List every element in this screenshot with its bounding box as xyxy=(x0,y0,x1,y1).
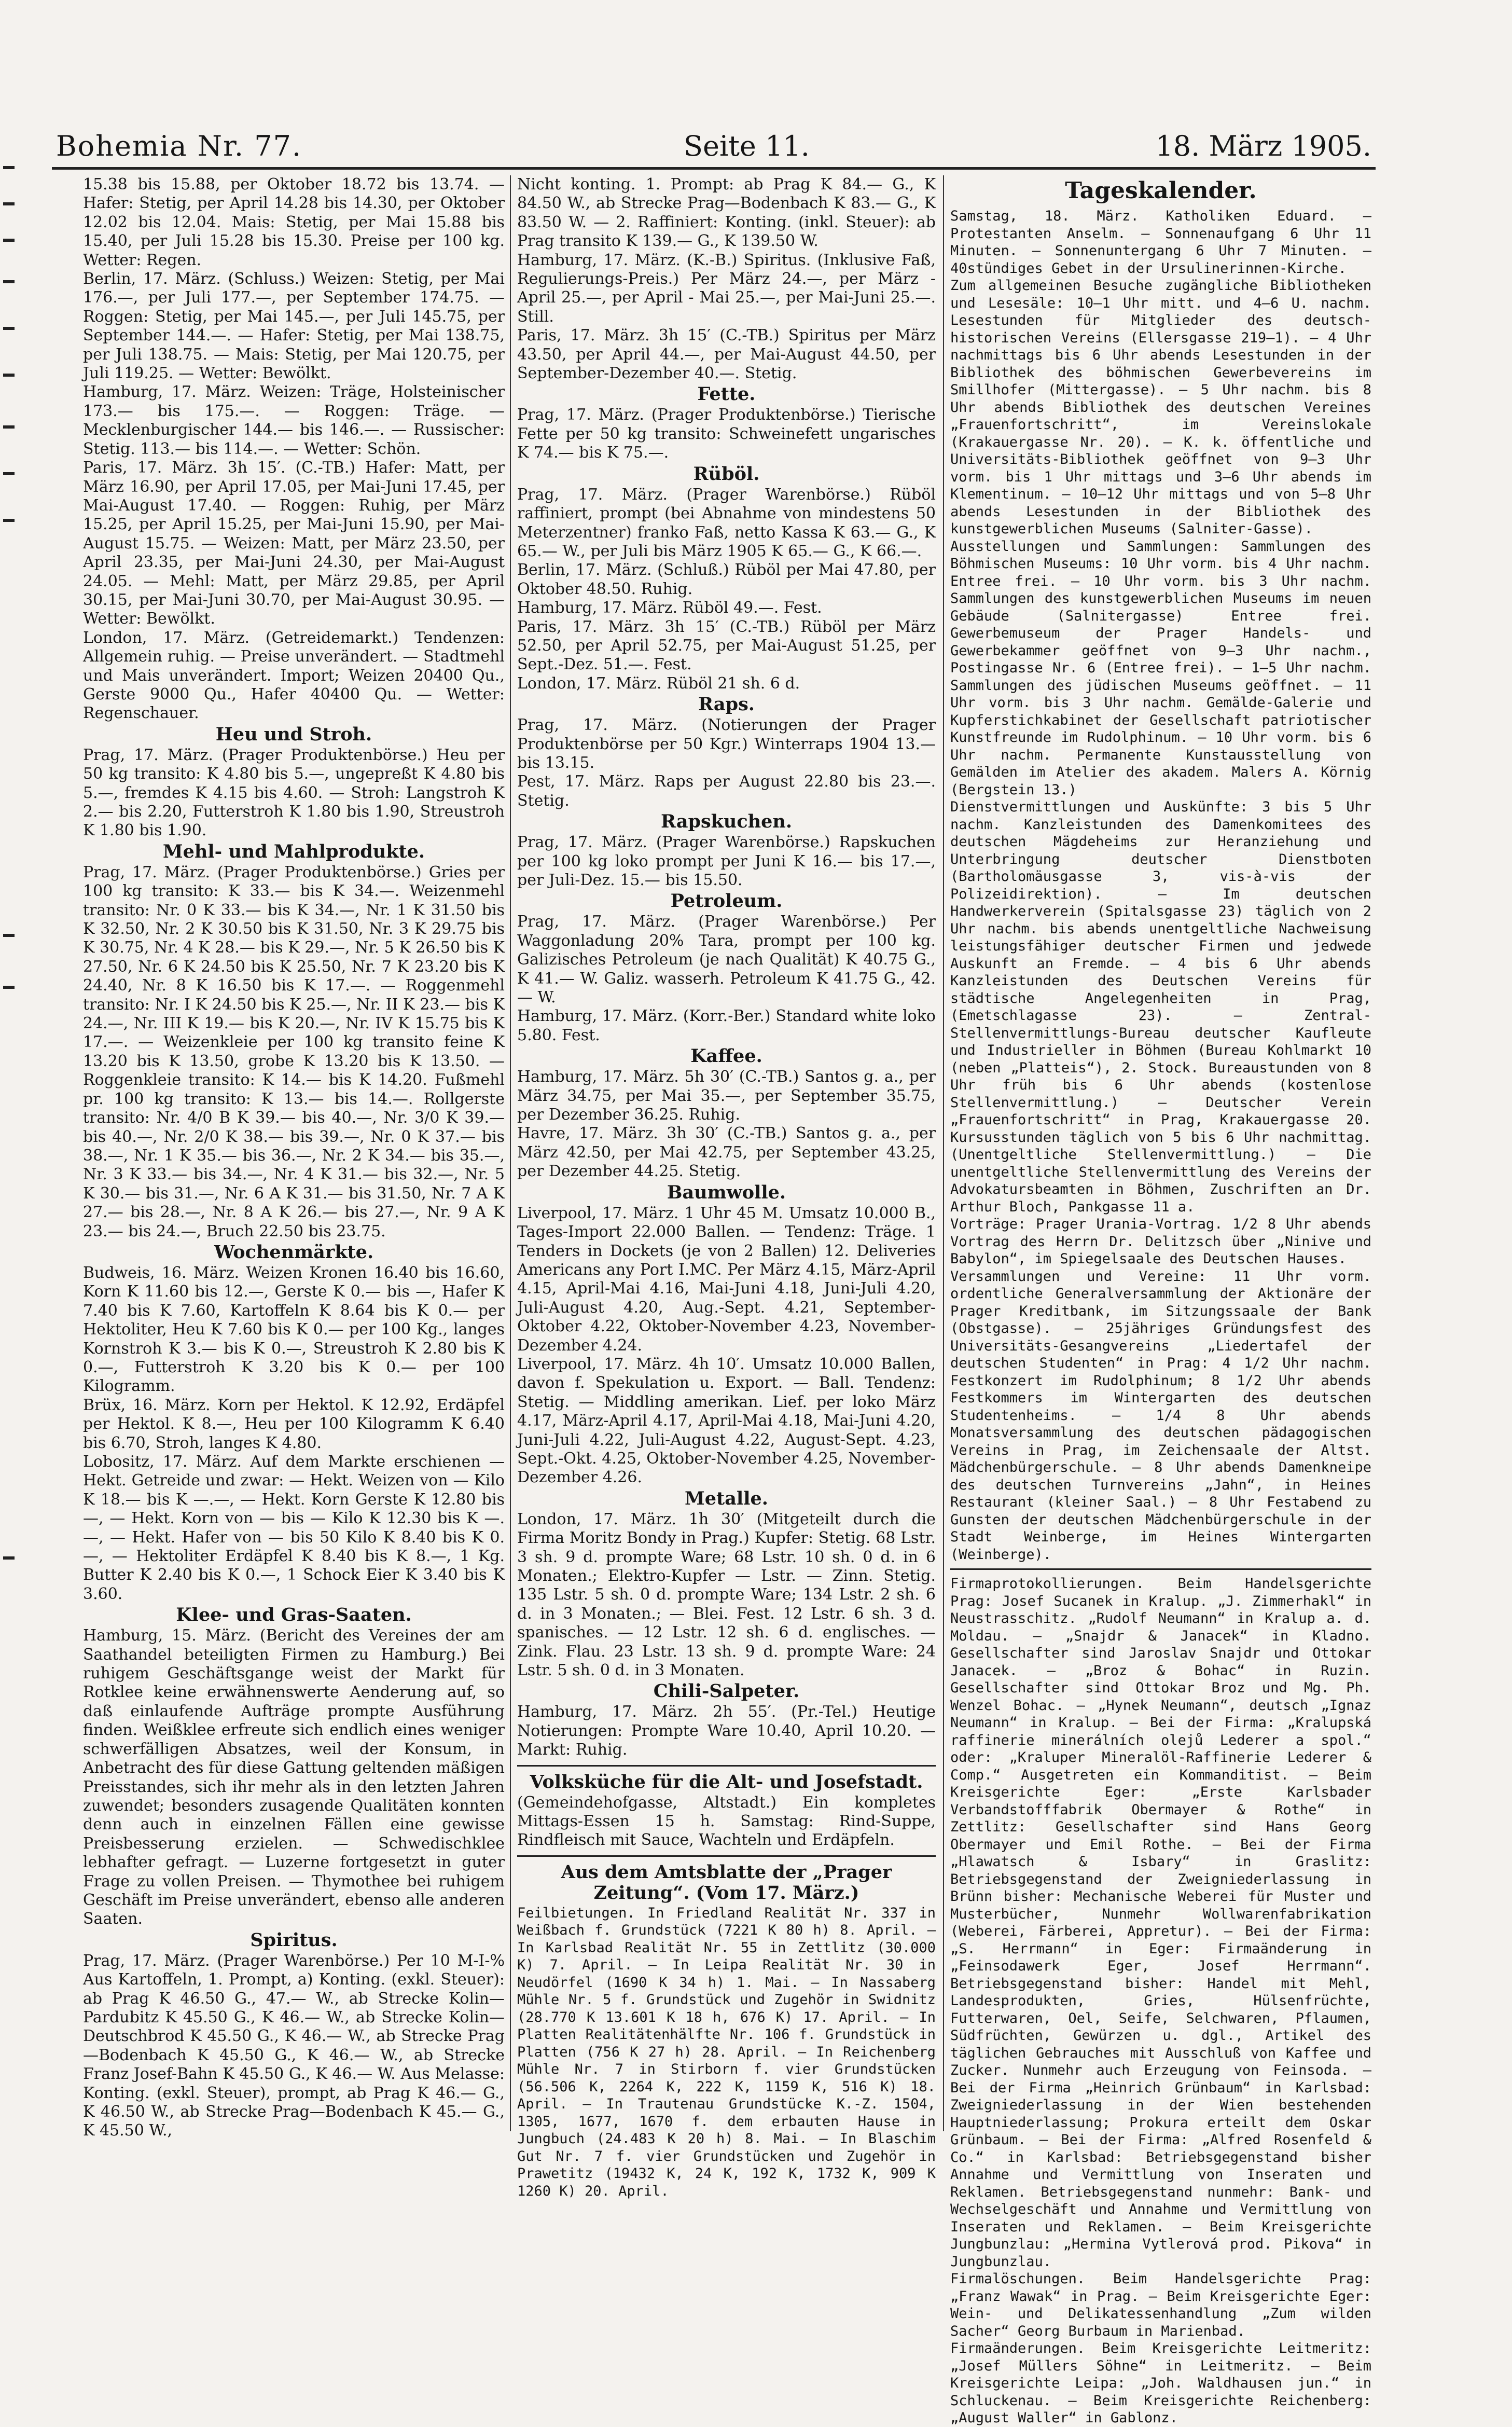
report-paragraph: (Gemeindehofgasse, Altstadt.) Ein kompletes Mittags-Essen 15 h. Samstag: Rind-Suppe, Rindfleisch mit Sauce, Wachteln und Erdäpfeln. xyxy=(517,1793,936,1850)
section-heading: Volksküche für die Alt- und Josefstadt. xyxy=(530,1771,923,1792)
notice-paragraph: Samstag, 18. März. Katholiken Eduard. — Protestanten Anselm. — Sonnenaufgang 6 Uhr 11 Minuten. — Sonnenuntergang 6 Uhr 7 Minuten. — 40stündiges Gebet in der Ursulinerinnen-Kirche. xyxy=(950,208,1371,277)
report-paragraph: London, 17. März. (Getreidemarkt.) Tendenzen: Allgemein ruhig. — Preise unverändert. — Stadtmehl und Mais unverändert. Import; Weizen 20400 Qu., Gerste 9000 Qu., Hafer 40400 Qu. — Wetter: Regenschauer. xyxy=(83,628,505,723)
page-edge-binding-marks xyxy=(0,156,21,1816)
section-heading: Aus dem Amtsblatte der „Prager Zeitung“. (Vom 17. März.) xyxy=(561,1861,892,1904)
calendar-title: Tageskalender. xyxy=(1065,177,1257,204)
report-paragraph: Budweis, 16. März. Weizen Kronen 16.40 bis 16.60, Korn K 11.60 bis 12.—, Gerste K 0.— bis —, Hafer K 7.40 bis K 7.60, Kartoffeln K 8.64 bis K 0.— per Hektoliter, Heu K 7.60 bis K 0.— per 100 Kg., langes Kornstroh K 3.— bis K 0.—, Streustroh K 2.80 bis K 0.—, Futterstroh K 3.20 bis K 0.— per 100 Kilogramm. xyxy=(83,1263,505,1396)
section-heading: Fette. xyxy=(697,383,756,405)
section-heading: Rapskuchen. xyxy=(660,811,793,833)
report-paragraph: London, 17. März. Rüböl 21 sh. 6 d. xyxy=(517,674,800,693)
report-paragraph: Hamburg, 17. März. Rüböl 49.—. Fest. xyxy=(517,599,822,617)
report-paragraph: Berlin, 17. März. (Schluss.) Weizen: Stetig, per Mai 176.—, per Juli 177.—, per September 174.75. — Roggen: Stetig, per Mai 145.—, per Juli 145.75, per September 144.—. — Hafer: Stetig, per Mai 138.75, per Juli 138.75. — Mais: Stetig, per Mai 120.75, per Juli 119.25. — Wetter: Bewölkt. xyxy=(83,270,505,383)
notice-paragraph: Feilbietungen. In Friedland Realität Nr. 337 in Weißbach f. Grundstück (7221 K 80 h) 8. April. — In Karlsbad Realität Nr. 55 in Zettlitz (30.000 K) 7. April. — In Leipa Realität Nr. 30 in Neudörfel (1690 K 34 h) 1. Mai. — In Nassaberg Mühle Nr. 5 f. Grundstück und Zugehör in Swidnitz (28.770 K 13.601 K 18 h, 676 K) 17. April. — In Platten Realitätenhälfte Nr. 106 f. Grundstück in Platten (756 K 27 h) 28. April. — In Reichenberg Mühle Nr. 7 in Stirborn f. vier Grundstücken (56.506 K, 2264 K, 222 K, 1159 K, 516 K) 18. April. — In Trautenau Grundstücke K.-Z. 1504, 1305, 1677, 1670 f. dem erbauten Hause in Jungbuch (24.483 K 20 h) 8. Mai. — In Blaschim Gut Nr. 7 f. vier Grundstücken und Zugehör in Prawetitz (19432 K, 24 K, 192 K, 1732 K, 909 K 1260 K) 20. April. xyxy=(517,1905,936,2199)
report-paragraph: Lobositz, 17. März. Auf dem Markte erschienen — Hekt. Getreide und zwar: — Hekt. Weizen von — Kilo K 18.— bis K —.—, — Hekt. Korn Gerste K 12.80 bis —, — Hekt. Korn von — bis — Kilo K 12.30 bis K —.—, — Hekt. Hafer von — bis 50 Kilo K 8.40 bis K 0.—, — Hektoliter Erdäpfel K 8.40 bis K 8.—, 1 Kg. Butter K 2.40 bis K 0.—, 1 Schock Eier K 3.40 bis K 3.60. xyxy=(83,1453,505,1603)
report-paragraph: Prag, 17. März. (Prager Produktenbörse.) Heu per 50 kg transito: K 4.80 bis 5.—, ungepreßt K 4.80 bis 5.—, fremdes K 4.15 bis 4.60. — Stroh: Langstroh K 2.— bis 2.20, Futterstroh K 1.80 bis 1.90, Streustroh K 1.80 bis 1.90. xyxy=(83,746,505,840)
section-heading: Mehl- und Mahlprodukte. xyxy=(162,840,425,862)
section-heading: Klee- und Gras-Saaten. xyxy=(176,1604,412,1626)
report-paragraph: Paris, 17. März. 3h 15′ (C.-TB.) Spiritus per März 43.50, per April 44.—, per Mai-August 44.50, per September-Dezember 40.—. Stetig. xyxy=(517,326,936,383)
report-paragraph: Pest, 17. März. Raps per August 22.80 bis 23.—. Stetig. xyxy=(517,773,936,810)
newspaper-name-issue: Bohemia Nr. 77. xyxy=(56,130,302,162)
report-paragraph: Hamburg, 17. März. (Korr.-Ber.) Standard white loko 5.80. Fest. xyxy=(517,1007,936,1044)
report-paragraph: Hamburg, 17. März. 5h 30′ (C.-TB.) Santos g. a., per März 34.75, per Mai 35.—, per September 35.75, per Dezember 36.25. Ruhig. xyxy=(517,1068,936,1124)
page-date: 18. März 1905. xyxy=(1155,130,1371,162)
report-paragraph: Liverpool, 17. März. 1 Uhr 45 M. Umsatz 10.000 B., Tages-Import 22.000 Ballen. — Tendenz: Träge. 1 Tenders in Dockets (je von 2 Ballen) 12. Deliveries Americans any Port I.MC. Per März 4.15, März-April 4.15, April-Mai 4.16, Mai-Juni 4.18, Juni-Juli 4.20, Juli-August 4.20, Aug.-Sept. 4.21, September-Oktober 4.22, Oktober-November 4.23, November-Dezember 4.24. xyxy=(517,1204,936,1355)
notice-paragraph: Versammlungen und Vereine: 11 Uhr vorm. ordentliche Generalversammlung der Aktionäre der Prager Kreditbank, im Sitzungssaale der Bank (Obstgasse). — 25jähriges Gründungsfest des Universitäts-Gesangvereins „Liedertafel der deutschen Studenten“ in Prag: 4 1/2 Uhr nachm. Festkonzert im Rudolphinum; 8 1/2 Uhr abends Festkommers im Wintergarten des deutschen Studentenheims. — 1/4 8 Uhr abends Monatsversammlung des deutschen pädagogischen Vereins in Prag, im Zeichensaale der Altst. Mädchenbürgerschule. — 8 Uhr abends Damenkneipe des deutschen Turnvereins „Jahn“, in Heines Restaurant (kleiner Saal.) — 8 Uhr Festabend zu Gunsten der deutschen Mädchenbürgerschule in der Stadt Weinberge, im Heines Wintergarten (Weinberge). xyxy=(950,1268,1371,1563)
notice-paragraph: Dienstvermittlungen und Auskünfte: 3 bis 5 Uhr nachm. Kanzleistunden des Damenkomitees des deutschen Mägdeheims zur Heranziehung und Unterbringung deutscher Dienstboten (Bartholomäusgasse 3, vis-à-vis der Polizeidirektion). — Im deutschen Handwerkerverein (Spitalsgasse 23) täglich von 2 Uhr nachm. bis abends unentgeltliche Nachweisung leistungsfähiger deutscher Firmen und jedwede Auskunft an Fremde. — 4 bis 6 Uhr abends Kanzleistunden des Deutschen Vereins für städtische Angelegenheiten in Prag, (Emetschlagasse 23). — Zentral-Stellenvermittlungs-Bureau deutscher Kaufleute und Industrieller in Böhmen (Bureau Kohlmarkt 10 (neben „Platteis“), 2. Stock. Bureaustunden von 8 Uhr früh bis 6 Uhr abends (kostenlose Stellenvermittlung.) — Deutscher Verein „Frauenfortschritt“ in Prag, Krakauergasse 20. Kursusstunden täglich von 5 bis 6 Uhr nachmittag. (Unentgeltliche Stellenvermittlung.) — Die unentgeltliche Stellenvermittlung des Vereins der Advokatursbeamten in Böhmen, Zuschriften an Dr. Arthur Bloch, Pankgasse 11 a. xyxy=(950,799,1371,1215)
report-paragraph: Prag, 17. März. (Notierungen der Prager Produktenbörse per 50 Kgr.) Winterraps 1904 13.— bis 13.15. xyxy=(517,716,936,772)
report-paragraph: Hamburg, 17. März. Weizen: Träge, Holsteinischer 173.— bis 175.—. — Roggen: Träge. — Mecklenburgischer 144.— bis 146.—. — Russischer: Stetig. 113.— bis 114.—. — Wetter: Schön. xyxy=(83,383,505,458)
report-paragraph: Nicht konting. 1. Prompt: ab Prag K 84.— G., K 84.50 W., ab Strecke Prag—Bodenbach K 83.— G., K 83.50 W. — 2. Raffiniert: Konting. (inkl. Steuer): ab Prag transito K 139.— G., K 139.50 W. xyxy=(517,175,936,251)
report-paragraph: London, 17. März. 1h 30′ (Mitgeteilt durch die Firma Moritz Bondy in Prag.) Kupfer: Stetig. 68 Lstr. 3 sh. 9 d. prompte Ware; 68 Lstr. 10 sh. 0 d. in 6 Monaten.; Elektro-Kupfer — Lstr. — Zinn. Stetig. 135 Lstr. 5 sh. 0 d. prompte Ware; 134 Lstr. 2 sh. 6 d. in 3 Monaten.; — Blei. Fest. 12 Lstr. 6 sh. 3 d. spanisches. — 12 Lstr. 12 sh. 6 d. englisches. — Zink. Flau. 23 Lstr. 13 sh. 9 d. prompte Ware: 24 Lstr. 5 sh. 0 d. in 3 Monaten. xyxy=(517,1510,936,1680)
notice-paragraph: Firmaprotokollierungen. Beim Handelsgerichte Prag: Josef Sucanek in Kralup. „J. Zimmerhakl“ in Neustrasschitz. „Rudolf Neumann“ in Kralup a. d. Moldau. — „Snajdr & Janacek“ in Kladno. Gesellschafter sind Jaroslav Snajdr und Ottokar Janacek. — „Broz & Bohac“ in Ruzin. Gesellschafter sind Ottokar Broz und Mg. Ph. Wenzel Bohac. — „Hynek Neumann“, deutsch „Ignaz Neumann“ in Kralup. — Bei der Firma: „Kralupská raffinerie minerálních olejů Lederer a spol.“ oder: „Kraluper Mineralöl-Raffinerie Lederer & Comp.“ Ausgetreten ein Kommanditist. — Beim Kreisgerichte Eger: „Erste Karlsbader Verbandstofffabrik Obermayer & Rothe“ in Zettlitz: Gesellschafter sind Hans Georg Obermayer und Emil Rothe. — Bei der Firma „Hlawatsch & Isbary“ in Graslitz: Betriebsgegenstand der Zweigniederlassung in Brünn bisher: Mechanische Weberei für Muster und Musterbücher, Nunmehr Wollwarenfabrikation (Weberei, Färberei, Appretur). — Bei der Firma: „S. Herrmann“ in Eger: Firmaänderung in „Feinsodawerk Eger, Josef Herrmann“. Betriebsgegenstand bisher: Handel mit Mehl, Landesprodukten, Gries, Hülsenfrüchte, Futterwaren, Oel, Seife, Selchwaren, Pflaumen, Südfrüchten, Gewürzen u. dgl., Artikel des täglichen Gebrauches mit Ausschluß von Kaffee und Zucker. Nunmehr auch Erzeugung von Feinsoda. — Bei der Firma „Heinrich Grünbaum“ in Karlsbad: Zweigniederlassung in der Wien bestehenden Hauptniederlassung; Prokura erteilt dem Oskar Grünbaum. — Bei der Firma: „Alfred Rosenfeld & Co.“ in Karlsbad: Betriebsgegenstand bisher Annahme und Vermittlung von Inseraten und Reklamen. Betriebsgegenstand nunmehr: Bank- und Wechselgeschäft und Annahme und Vermittlung von Inseraten und Reklamen. — Beim Kreisgerichte Jungbunzlau: „Hermina Vytlerová prod. Pikova“ in Jungbunzlau. xyxy=(950,1576,1371,2270)
section-heading: Baumwolle. xyxy=(667,1181,786,1203)
report-paragraph: Prag, 17. März. (Prager Produktenbörse.) Gries per 100 kg transito: K 33.— bis K 34.—. Weizenmehl transito: Nr. 0 K 33.— bis K 34.—, Nr. 1 K 31.50 bis K 32.50, Nr. 2 K 30.50 bis K 31.50, Nr. 3 K 29.75 bis K 30.75, Nr. 4 K 28.— bis K 29.—, Nr. 5 K 26.50 bis K 27.50, Nr. 6 K 24.50 bis K 25.50, Nr. 7 K 23.20 bis K 24.40, Nr. 8 K 16.50 bis K 17.—. — Roggenmehl transito: Nr. I K 24.50 bis K 25.—, Nr. II K 23.— bis K 24.—, Nr. III K 19.— bis K 20.—, Nr. IV K 15.75 bis K 17.—. — Weizenkleie per 100 kg transito feine K 13.20 bis K 13.50, grobe K 13.20 bis K 13.50. — Roggenkleie transito: K 14.— bis K 14.20. Fußmehl pr. 100 kg transito: K 13.— bis 14.—. Rollgerste transito: Nr. 4/0 B K 39.— bis 40.—, Nr. 3/0 K 39.— bis 40.—, Nr. 2/0 K 38.— bis 39.—, Nr. 0 K 37.— bis 38.—, Nr. 1 K 35.— bis 36.—, Nr. 2 K 34.— bis 35.—, Nr. 3 K 33.— bis 34.—, Nr. 4 K 31.— bis 32.—, Nr. 5 K 30.— bis 31.—, Nr. 6 A K 31.— bis 31.50, Nr. 7 A K 27.— bis 28.—, Nr. 8 A K 26.— bis 27.—, Nr. 9 A K 23.— bis 24.—, Bruch 22.50 bis 23.75. xyxy=(83,863,505,1240)
section-heading: Kaffee. xyxy=(690,1045,762,1067)
report-paragraph: Hamburg, 17. März. (K.-B.) Spiritus. (Inklusive Faß, Regulierungs-Preis.) Per März 24.—, per März - April 25.—, per April - Mai 25.—, per Mai-Juni 25.—. Still. xyxy=(517,251,936,326)
report-paragraph: Hamburg, 15. März. (Bericht des Vereines der am Saathandel beteiligten Firmen zu Hamburg.) Bei ruhigem Geschäftsgange weist der Markt für Rotklee keine erwähnenswerte Aenderung auf, so daß einlaufende Aufträge prompte Ausführung finden. Weißklee erfreute sich endlich eines weniger schwerfälligen Absatzes, weil der Konsum, in Anbetracht des für diese Gattung geltenden mäßigen Preisstandes, sich ihr mehr als in den letzten Jahren zuwendet; besonders zusagende Qualitäten konnten denn auch in einzelnen Fällen eine gewisse Preisbesserung erzielen. — Schwedischklee lebhafter gefragt. — Luzerne fortgesetzt in guter Frage zu vollen Preisen. — Thymothee bei ruhigem Geschäft im Preise unverändert, ebenso alle anderen Saaten. xyxy=(83,1626,505,1928)
section-heading: Raps. xyxy=(698,694,755,715)
section-heading: Rüböl. xyxy=(693,463,760,485)
report-paragraph: Paris, 17. März. 3h 15′. (C.-TB.) Hafer: Matt, per März 16.90, per April 17.05, per Mai-Juni 17.45, per Mai-August 17.40. — Roggen: Ruhig, per März 15.25, per April 15.25, per Mai-Juni 15.90, per Mai-August 15.75. — Weizen: Matt, per März 23.50, per April 23.35, per Mai-Juni 24.30, per Mai-August 24.05. — Mehl: Matt, per März 29.85, per April 30.15, per Mai-Juni 30.70, per Mai-August 30.95. — Wetter: Bewölkt. xyxy=(83,459,505,628)
section-heading: Spiritus. xyxy=(250,1929,338,1951)
report-paragraph: Havre, 17. März. 3h 30′ (C.-TB.) Santos g. a., per März 42.50, per Mai 42.75, per September 43.25, per Dezember 44.25. Stetig. xyxy=(517,1124,936,1181)
header-rule xyxy=(52,167,1376,170)
report-paragraph: Prag, 17. März. (Prager Produktenbörse.) Tierische Fette per 50 kg transito: Schweinefett ungarisches K 74.— bis K 75.—. xyxy=(517,406,936,462)
report-paragraph: Prag, 17. März. (Prager Warenbörse.) Per Waggonladung 20% Tara, prompt per 100 kg. Galizisches Petroleum (je nach Qualität) K 40.75 G., K 41.— W. Galiz. wasserh. Petroleum K 41.75 G., 42.— W. xyxy=(517,913,936,1007)
report-paragraph: Brüx, 16. März. Korn per Hektol. K 12.92, Erdäpfel per Hektol. K 8.—, Heu per 100 Kilogramm K 6.40 bis 6.70, Stroh, langes K 4.80. xyxy=(83,1396,505,1452)
page-number: Seite 11. xyxy=(684,130,810,162)
section-heading: Wochenmärkte. xyxy=(214,1241,374,1263)
section-heading: Chili-Salpeter. xyxy=(653,1680,800,1702)
notice-paragraph: Firmalöschungen. Beim Handelsgerichte Prag: „Franz Wawak“ in Prag. — Beim Kreisgerichte Eger: Wein- und Delikatessenhandlung „Zum wilden Sacher“ Georg Burbaum in Marienbad. xyxy=(950,2271,1371,2339)
section-heading: Petroleum. xyxy=(670,890,783,912)
section-rule xyxy=(517,1765,936,1767)
column-market-reports xyxy=(83,175,505,2140)
report-paragraph: Liverpool, 17. März. 4h 10′. Umsatz 10.000 Ballen, davon f. Spekulation u. Export. — Ball. Tendenz: Stetig. — Middling amerikan. Lief. per loko März 4.17, März-April 4.17, April-Mai 4.18, Mai-Juni 4.20, Juni-Juli 4.22, Juli-August 4.22, August-Sept. 4.23, Sept.-Okt. 4.25, Oktober-November 4.25, November-Dezember 4.26. xyxy=(517,1355,936,1487)
section-heading: Heu und Stroh. xyxy=(215,723,372,745)
column-commodity-reports xyxy=(517,175,936,2199)
report-paragraph: Berlin, 17. März. (Schluß.) Rüböl per Mai 47.80, per Oktober 48.50. Ruhig. xyxy=(517,561,936,598)
notice-paragraph: Firmaänderungen. Beim Kreisgerichte Leitmeritz: „Josef Müllers Söhne“ in Leitmeritz. — Beim Kreisgerichte Leipa: „Joh. Waldhausen jun.“ in Schluckenau. — Beim Kreisgerichte Reichenberg: „August Waller“ in Gablonz. xyxy=(950,2340,1371,2426)
notice-paragraph: Zum allgemeinen Besuche zugängliche Bibliotheken und Lesesäle: 10—1 Uhr mitt. und 4—6 U. nachm. Lesestunden für Mitglieder des deutsch-historischen Vereins (Ellersgasse 219—1). — 4 Uhr nachmittags bis 6 Uhr abends Lesestunden in der Bibliothek des böhmischen Gewerbevereins im Smillhofer (Mittergasse). — 5 Uhr nachm. bis 8 Uhr abends Bibliothek des deutschen Vereines „Frauenfortschritt“, im Vereinslokale (Krakauergasse Nr. 20). — K. k. öffentliche und Universitäts-Bibliothek geöffnet von 9—3 Uhr vorm. bis 1 Uhr mittags und 3—6 Uhr abends im Klementinum. — 10—12 Uhr mittags und von 5—8 Uhr abends Lesestunden in der Bibliothek des kunstgewerblichen Museums (Salniter-Gasse). xyxy=(950,278,1371,537)
notice-paragraph: Ausstellungen und Sammlungen: Sammlungen des Böhmischen Museums: 10 Uhr vorm. bis 4 Uhr nachm. Entree frei. — 10 Uhr vorm. bis 3 Uhr nachm. Sammlungen des kunstgewerblichen Museums im neuen Gebäude (Salnitergasse) Entree frei. Gewerbemuseum der Prager Handels- und Gewerbekammer geöffnet von 9—3 Uhr nachm., Postingasse Nr. 6 (Entree frei). — 1—5 Uhr nachm. Sammlungen des jüdischen Museums geöffnet. — 11 Uhr vorm. bis 3 Uhr nachm. Gemälde-Galerie und Kupferstichkabinet der Gesellschaft patriotischer Kunstfreunde im Rudolphinum. — 10 Uhr vorm. bis 6 Uhr nachm. Permanente Kunstausstellung von Gemälden im Atelier des akadem. Malers A. Körnig (Bergstein 13.) xyxy=(950,538,1371,798)
report-paragraph: Prag, 17. März. (Prager Warenbörse.) Rüböl raffiniert, prompt (bei Abnahme von mindestens 50 Meterzentner) franko Faß, netto Kassa K 63.— G., K 65.— W., per Juli bis März 1905 K 65.— G., K 66.—. xyxy=(517,485,936,560)
report-paragraph: Prag, 17. März. (Prager Warenbörse.) Rapskuchen per 100 kg loko prompt per Juni K 16.— bis 17.—, per Juli-Dez. 15.— bis 15.50. xyxy=(517,833,936,889)
report-paragraph: Paris, 17. März. 3h 15′ (C.-TB.) Rüböl per März 52.50, per April 52.75, per Mai-August 51.25, per Sept.-Dez. 51.—. Fest. xyxy=(517,617,936,674)
column-calendar-announcements xyxy=(950,175,1371,2426)
page-header xyxy=(56,130,1371,166)
report-paragraph: Prag, 17. März. (Prager Warenbörse.) Per 10 M-I-% Aus Kartoffeln, 1. Prompt, a) Konting. (exkl. Steuer): ab Prag K 46.50 G., 47.— W., ab Strecke Kolin—Pardubitz K 45.50 G., K 46.— W., ab Strecke Kolin—Deutschbrod K 45.50 G., K 46.— W., ab Strecke Prag—Bodenbach K 45.50 G., K 46.— W., ab Strecke Franz Josef-Bahn K 45.50 G., K 46.— W. Aus Melasse: Konting. (exkl. Steuer), prompt, ab Prag K 46.— G., K 46.50 W., ab Strecke Prag—Bodenbach K 45.— G., K 45.50 W., xyxy=(83,1951,505,2140)
column-separator xyxy=(943,175,944,2131)
report-paragraph: Hamburg, 17. März. 2h 55′. (Pr.-Tel.) Heutige Notierungen: Prompte Ware 10.40, April 10.20. — Markt: Ruhig. xyxy=(517,1703,936,1759)
section-heading: Metalle. xyxy=(685,1487,768,1509)
column-separator xyxy=(510,175,511,2131)
section-rule xyxy=(517,1855,936,1857)
notice-paragraph: Vorträge: Prager Urania-Vortrag. 1/2 8 Uhr abends Vortrag des Herrn Dr. Delitzsch über „Ninive und Babylon“, im Spiegelsaale des Deutschen Hauses. xyxy=(950,1216,1371,1267)
section-rule xyxy=(950,1568,1371,1570)
report-paragraph: 15.38 bis 15.88, per Oktober 18.72 bis 13.74. — Hafer: Stetig, per April 14.28 bis 14.30, per Oktober 12.02 bis 12.04. Mais: Stetig, per Mai 15.88 bis 15.40, per Juli 15.28 bis 15.30. Preise per 100 kg. Wetter: Regen. xyxy=(83,175,505,269)
